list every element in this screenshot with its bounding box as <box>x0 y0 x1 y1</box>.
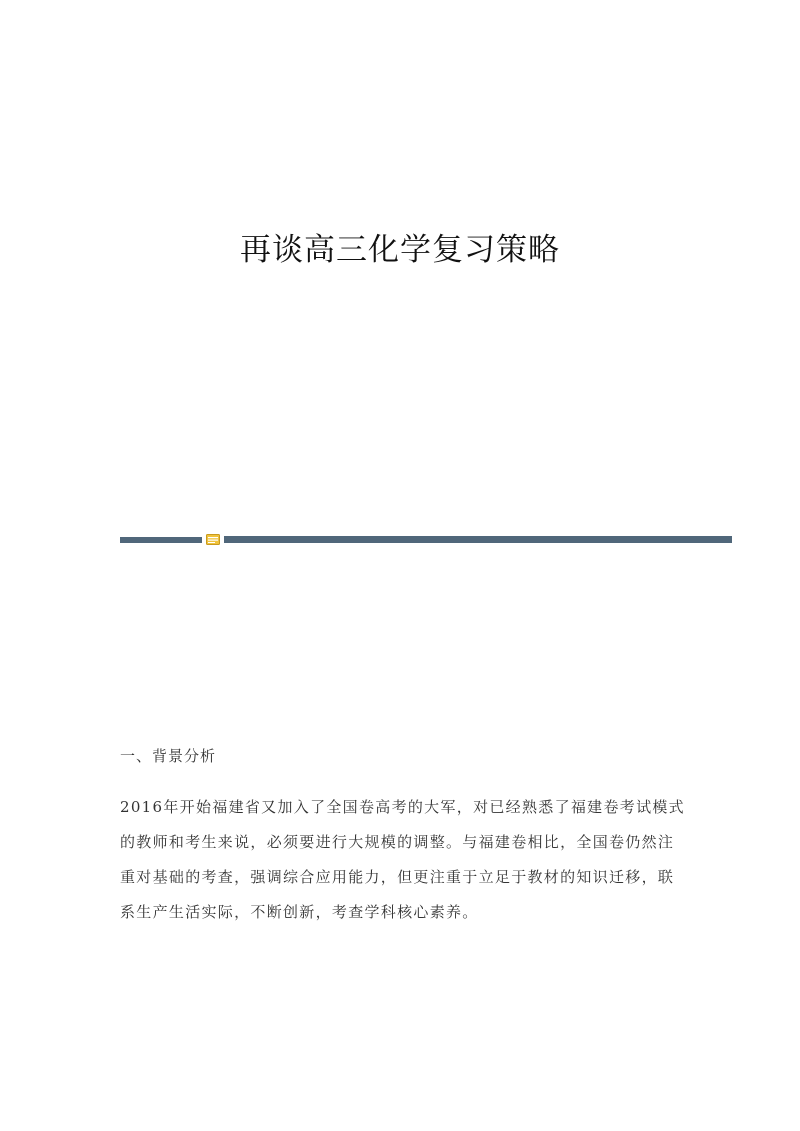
section-heading: 一、背景分析 <box>120 747 217 765</box>
page-title: 再谈高三化学复习策略 <box>240 232 560 268</box>
paragraph-line: 重对基础的考查，强调综合应用能力，但更注重于立足于教材的知识迁移，联 <box>120 868 675 886</box>
title-divider <box>120 534 732 546</box>
paragraph-line: 2016年开始福建省又加入了全国卷高考的大军，对已经熟悉了福建卷考试模式 <box>120 798 685 816</box>
paragraph-line: 的教师和考生来说，必须要进行大规模的调整。与福建卷相比，全国卷仍然注 <box>120 833 675 851</box>
book-icon <box>206 534 220 545</box>
divider-bar-left <box>120 537 202 543</box>
paragraph-line: 系生产生活实际，不断创新，考查学科核心素养。 <box>120 903 479 921</box>
divider-bar-right <box>224 536 732 543</box>
body-paragraph <box>120 790 685 930</box>
